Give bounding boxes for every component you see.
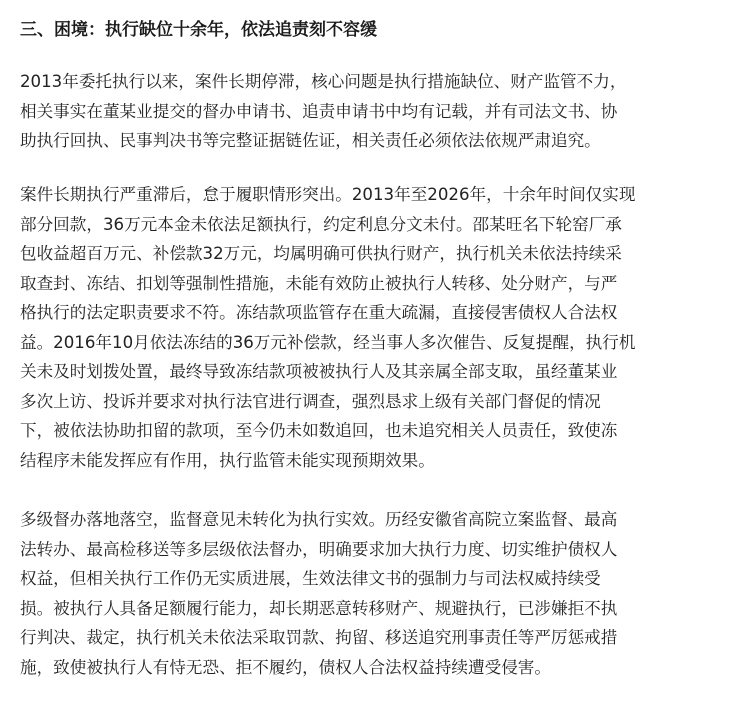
paragraph-1	[20, 67, 728, 156]
paragraph-line: 多级督办落地落空，监督意见未转化为执行实效。历经安徽省高院立案监督、最高	[20, 510, 618, 529]
paragraph-line: 多次上访、投诉并要求对执行法官进行调查，强烈恳求上级有关部门督促的情况	[20, 391, 601, 411]
paragraph-line: 损。被执行人具备足额履行能力，却长期恶意转移财产、规避执行，已涉嫌拒不执	[20, 598, 618, 618]
paragraph-line: 助执行回执、民事判决书等完整证据链佐证，相关责任必须依法依规严肃追究。	[20, 131, 601, 150]
paragraph-line: 下，被依法协助扣留的款项，至今仍未如数追回，也未追究相关人员责任，致使冻	[20, 421, 618, 440]
paragraph-line: 案件长期执行严重滞后，怠于履职情形突出。2013年至2026年，十余年时间仅实现	[20, 185, 636, 204]
paragraph-line: 格执行的法定职责要求不符。冻结款项监管存在重大疏漏，直接侵害债权人合法权	[20, 303, 618, 322]
paragraph-line: 取查封、冻结、扣划等强制性措施，未能有效防止被执行人转移、处分财产，与严	[20, 273, 618, 293]
paragraph-3	[20, 505, 728, 682]
section-heading: 三、困境：执行缺位十余年，依法追责刻不容缓	[20, 20, 377, 40]
paragraph-line: 相关事实在董某业提交的督办申请书、追责申请书中均有记载，并有司法文书、协	[20, 101, 618, 121]
paragraph-line: 2013年委托执行以来，案件长期停滞，核心问题是执行措施缺位、财产监管不力，	[20, 72, 627, 91]
paragraph-line: 权益，但相关执行工作仍无实质进展，生效法律文书的强制力与司法权威持续受	[20, 569, 601, 588]
paragraph-line: 益。2016年10月依法冻结的36万元补偿款，经当事人多次催告、反复提醒，执行机	[20, 332, 636, 352]
paragraph-line: 行判决、裁定，执行机关未依法采取罚款、拘留、移送追究刑事责任等严厉惩戒措	[20, 628, 618, 647]
paragraph-line: 部分回款，36万元本金未依法足额执行，约定利息分文未付。邵某旺名下轮窑厂承	[20, 214, 622, 234]
paragraph-line: 关未及时划拨处置，最终导致冻结款项被被执行人及其亲属全部支取，虽经董某业	[20, 362, 618, 381]
paragraph-line: 法转办、最高检移送等多层级依法督办，明确要求加大执行力度、切实维护债权人	[20, 539, 618, 559]
paragraph-line: 施，致使被执行人有恃无恐、拒不履约，债权人合法权益持续遭受侵害。	[20, 657, 551, 677]
paragraph-line: 包收益超百万元、补偿款32万元，均属明确可供执行财产，执行机关未依法持续采	[20, 244, 622, 263]
paragraph-line: 结程序未能发挥应有作用，执行监管未能实现预期效果。	[20, 450, 435, 470]
paragraph-2	[20, 180, 728, 475]
